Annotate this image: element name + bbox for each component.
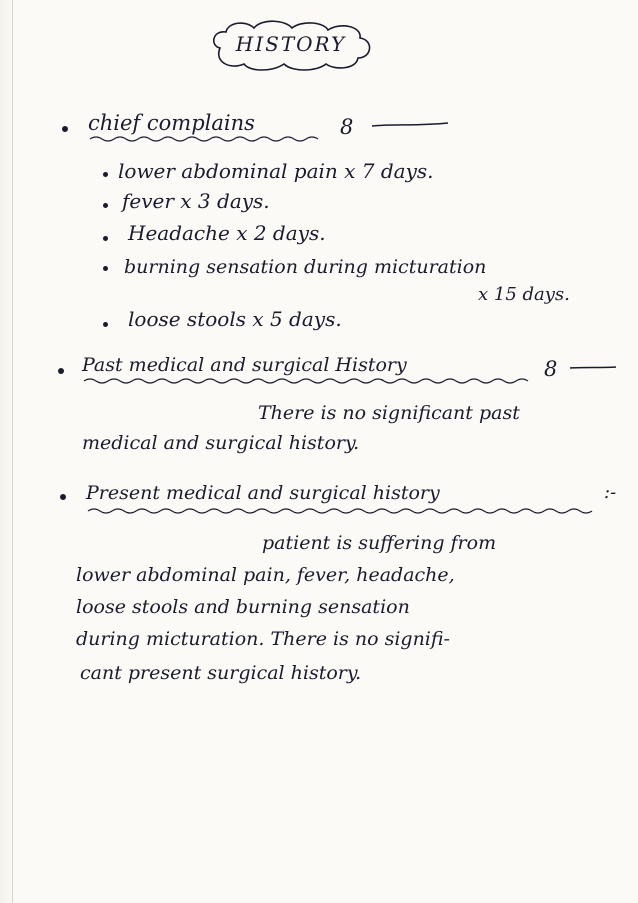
title-cloud (206, 18, 376, 74)
present-heading: Present medical and surgical history (86, 482, 440, 504)
page-edge-line (12, 0, 13, 903)
chief-item-1: lower abdominal pain x 7 days. (118, 159, 434, 183)
present-line-4: during micturation. There is no signifi- (76, 628, 450, 650)
present-line-5: cant present surgical history. (80, 662, 362, 684)
present-colon: :- (604, 482, 617, 503)
dash-line-icon (370, 120, 450, 130)
bullet-icon (60, 494, 66, 500)
bullet-icon (103, 203, 108, 208)
bullet-icon (103, 322, 108, 327)
chief-item-5: loose stools x 5 days. (128, 307, 342, 331)
bullet-icon (103, 236, 108, 241)
chief-item-4-duration: x 15 days. (478, 284, 570, 305)
bullet-icon (58, 368, 64, 374)
chief-heading: chief complains (88, 111, 255, 135)
present-line-1: patient is suffering from (262, 532, 497, 554)
underline-wave-icon (88, 134, 328, 144)
present-line-3: loose stools and burning sensation (76, 596, 410, 618)
chief-colon: 8 (340, 115, 354, 139)
past-line-1: There is no significant past (258, 402, 520, 424)
chief-item-2: fever x 3 days. (122, 189, 270, 213)
bullet-icon (62, 126, 68, 132)
dash-line-icon (568, 364, 618, 374)
present-line-2: lower abdominal pain, fever, headache, (76, 564, 455, 586)
past-heading: Past medical and surgical History (82, 354, 407, 376)
bullet-icon (103, 266, 108, 271)
chief-item-3: Headache x 2 days. (128, 221, 326, 245)
past-line-2: medical and surgical history. (82, 432, 360, 454)
underline-wave-icon (86, 506, 596, 516)
page-title: HISTORY (235, 32, 347, 56)
bullet-icon (103, 172, 108, 177)
chief-item-4: burning sensation during micturation (124, 256, 487, 278)
underline-wave-icon (82, 376, 542, 386)
past-colon: 8 (544, 357, 558, 381)
